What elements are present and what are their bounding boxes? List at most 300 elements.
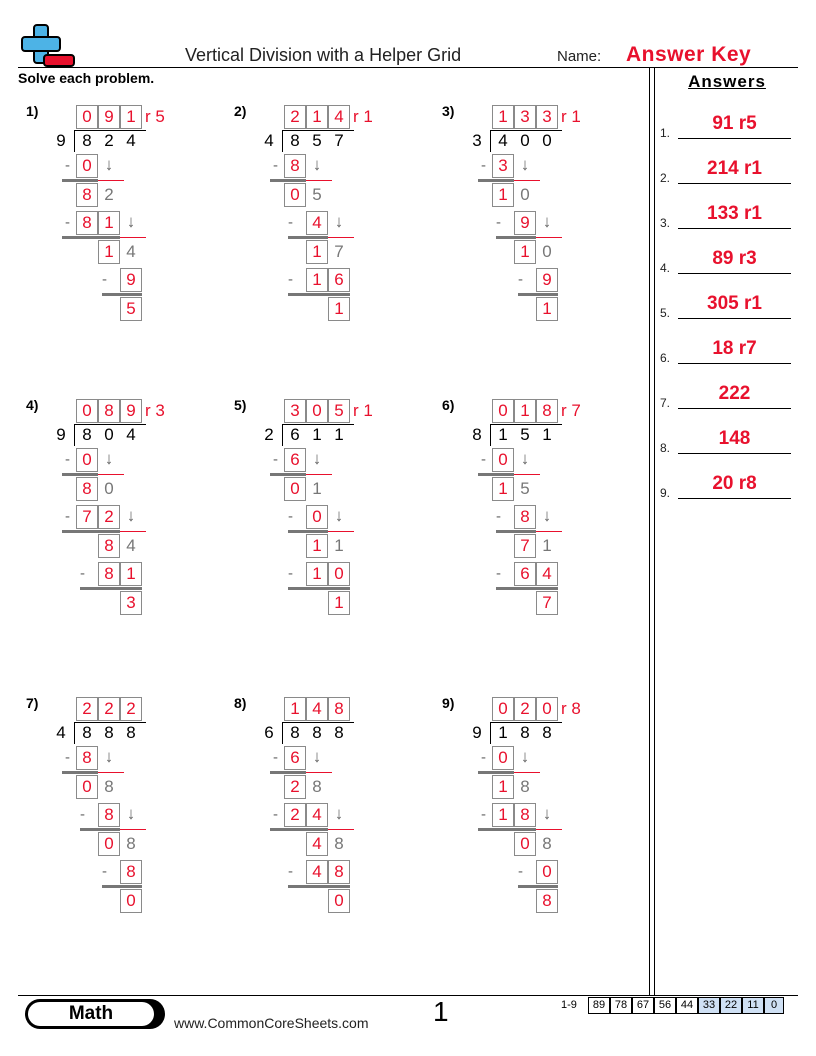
subtrahend-digit-cell[interactable]: 0: [76, 448, 98, 472]
subtrahend-digit-cell[interactable]: 8: [284, 154, 306, 178]
dividend-digit: 0: [520, 131, 530, 150]
subject-badge: [25, 999, 165, 1029]
bring-down-arrow-icon: ↓: [542, 506, 552, 525]
remainder-label: r 1: [353, 107, 373, 126]
quotient-digit-cell[interactable]: 1: [514, 399, 536, 423]
dividend-digit: 6: [290, 425, 300, 444]
subtrahend-digit-cell[interactable]: 6: [284, 448, 306, 472]
answer-value: 18 r7: [712, 338, 757, 359]
brought-down-digit: 4: [126, 536, 136, 555]
division-bracket-side: [74, 130, 75, 152]
subtraction-line: [478, 179, 514, 182]
bring-down-arrow-icon: ↓: [520, 747, 530, 766]
difference-digit-cell[interactable]: 0: [76, 775, 98, 799]
subtrahend-digit-cell[interactable]: 6: [514, 562, 536, 586]
bring-down-arrow-icon: ↓: [334, 804, 344, 823]
subtraction-line: [288, 587, 350, 590]
bring-down-arrow-icon: ↓: [334, 506, 344, 525]
dividend-digit: 4: [126, 131, 136, 150]
score-box: 0: [764, 997, 784, 1014]
answer-number: 6.: [660, 351, 671, 365]
subtrahend-digit-cell[interactable]: 8: [514, 803, 536, 827]
answer-value: 222: [718, 383, 751, 404]
remainder-label: r 8: [561, 699, 581, 718]
score-box: 89: [588, 997, 610, 1014]
bring-down-arrow-icon: ↓: [334, 212, 344, 231]
difference-digit-cell[interactable]: 0: [514, 832, 536, 856]
divisor: 6: [264, 723, 274, 742]
brought-down-digit: 1: [334, 536, 344, 555]
answer-number: 7.: [660, 396, 671, 410]
subtraction-line: [62, 530, 120, 533]
quotient-digit-cell[interactable]: 1: [492, 105, 514, 129]
dividend-digit: 7: [334, 131, 344, 150]
answer-number: 2.: [660, 171, 671, 185]
answer-number: 1.: [660, 126, 671, 140]
subtrahend-digit-cell[interactable]: 8: [76, 746, 98, 770]
quotient-digit-cell[interactable]: 1: [306, 105, 328, 129]
score-box: 56: [654, 997, 676, 1014]
subtraction-line: [478, 828, 536, 831]
difference-digit-cell[interactable]: 1: [306, 534, 328, 558]
subtrahend-digit-cell[interactable]: 0: [492, 746, 514, 770]
difference-digit-cell[interactable]: 0: [284, 477, 306, 501]
subtraction-line: [270, 771, 306, 774]
dividend-digit: 4: [498, 131, 508, 150]
website-link[interactable]: www.CommonCoreSheets.com: [174, 1015, 369, 1031]
dividend-digit: 8: [290, 723, 300, 742]
subtraction-line: [496, 236, 536, 239]
bring-down-guide-line: [98, 180, 124, 181]
name-label: Name:: [557, 48, 602, 65]
subtrahend-digit-cell[interactable]: 1: [98, 211, 120, 235]
top-divider: [18, 67, 798, 68]
remainder-label: r 1: [353, 401, 373, 420]
subtrahend-digit-cell[interactable]: 1: [306, 562, 328, 586]
bring-down-arrow-icon: ↓: [542, 212, 552, 231]
difference-digit-cell[interactable]: 0: [98, 832, 120, 856]
problem-number: 6): [442, 397, 455, 413]
division-bracket-side: [74, 424, 75, 446]
minus-sign: -: [65, 508, 70, 525]
bring-down-guide-line: [514, 772, 540, 773]
answer-number: 9.: [660, 486, 671, 500]
score-box: 22: [720, 997, 742, 1014]
subtrahend-digit-cell[interactable]: 7: [76, 505, 98, 529]
brought-down-digit: 7: [334, 242, 344, 261]
subtraction-line: [80, 587, 142, 590]
subtrahend-digit-cell[interactable]: 6: [284, 746, 306, 770]
bring-down-arrow-icon: ↓: [520, 155, 530, 174]
subtrahend-digit-cell[interactable]: 1: [492, 803, 514, 827]
answer-value: 214 r1: [707, 158, 762, 179]
subtrahend-digit-cell[interactable]: 8: [76, 211, 98, 235]
difference-digit-cell[interactable]: 3: [120, 591, 142, 615]
dividend-digit: 8: [82, 723, 92, 742]
answer-number: 4.: [660, 261, 671, 275]
answer-line: [678, 273, 791, 274]
answer-line: [678, 183, 791, 184]
subtrahend-digit-cell[interactable]: 8: [514, 505, 536, 529]
dividend-digit: 1: [542, 425, 552, 444]
minus-sign: -: [496, 565, 501, 582]
score-box: 67: [632, 997, 654, 1014]
dividend-digit: 1: [334, 425, 344, 444]
minus-sign: -: [273, 749, 278, 766]
difference-digit-cell[interactable]: 0: [284, 183, 306, 207]
subtrahend-digit-cell[interactable]: 3: [492, 154, 514, 178]
brought-down-digit: 2: [104, 185, 114, 204]
quotient-digit-cell[interactable]: 2: [76, 697, 98, 721]
difference-digit-cell[interactable]: 1: [306, 240, 328, 264]
answer-line: [678, 453, 791, 454]
difference-digit-cell[interactable]: 1: [492, 183, 514, 207]
minus-sign: -: [273, 806, 278, 823]
difference-digit-cell[interactable]: 7: [514, 534, 536, 558]
answer-number: 3.: [660, 216, 671, 230]
answer-value: 133 r1: [707, 203, 762, 224]
subtraction-line: [496, 587, 558, 590]
dividend-digit: 0: [542, 131, 552, 150]
bring-down-guide-line: [306, 180, 332, 181]
brought-down-digit: 5: [312, 185, 322, 204]
difference-digit-cell[interactable]: 1: [98, 240, 120, 264]
minus-sign: -: [288, 508, 293, 525]
minus-sign: -: [65, 214, 70, 231]
problem-number: 1): [26, 103, 39, 119]
bring-down-guide-line: [306, 772, 332, 773]
answer-line: [678, 498, 791, 499]
subtraction-line: [518, 293, 558, 296]
quotient-digit-cell[interactable]: 2: [120, 697, 142, 721]
subject-badge-label: Math: [28, 1002, 154, 1026]
quotient-digit-cell[interactable]: 2: [514, 697, 536, 721]
bring-down-guide-line: [536, 237, 562, 238]
subtrahend-digit-cell[interactable]: 4: [306, 860, 328, 884]
dividend-digit: 5: [520, 425, 530, 444]
bring-down-arrow-icon: ↓: [542, 804, 552, 823]
problem-number: 5): [234, 397, 247, 413]
dividend-digit: 8: [542, 723, 552, 742]
quotient-digit-cell[interactable]: 4: [328, 105, 350, 129]
subtraction-line: [270, 179, 306, 182]
subtraction-line: [270, 828, 328, 831]
difference-digit-cell[interactable]: 1: [492, 775, 514, 799]
remainder-label: r 3: [145, 401, 165, 420]
answer-value: 148: [718, 428, 751, 449]
score-box: 78: [610, 997, 632, 1014]
dividend-digit: 8: [290, 131, 300, 150]
minus-sign: -: [481, 451, 486, 468]
brought-down-digit: 8: [104, 777, 114, 796]
minus-sign: -: [273, 451, 278, 468]
difference-digit-cell[interactable]: 1: [514, 240, 536, 264]
page-number: 1: [433, 996, 449, 1027]
subtrahend-digit-cell[interactable]: 4: [306, 803, 328, 827]
answers-heading: Answers: [688, 72, 766, 91]
subtrahend-digit-cell[interactable]: 2: [98, 505, 120, 529]
answer-line: [678, 228, 791, 229]
answer-line: [678, 318, 791, 319]
bring-down-guide-line: [536, 829, 562, 830]
quotient-digit-cell[interactable]: 0: [76, 105, 98, 129]
bring-down-arrow-icon: ↓: [126, 804, 136, 823]
minus-sign: -: [288, 863, 293, 880]
dividend-digit: 8: [520, 723, 530, 742]
answer-column-divider-2: [654, 67, 655, 995]
minus-sign: -: [518, 271, 523, 288]
divisor: 2: [264, 425, 274, 444]
brought-down-digit: 8: [126, 834, 136, 853]
subtraction-line: [62, 179, 98, 182]
remainder-label: r 1: [561, 107, 581, 126]
divisor: 4: [56, 723, 66, 742]
quotient-digit-cell[interactable]: 3: [514, 105, 536, 129]
problem-number: 2): [234, 103, 247, 119]
subtraction-line: [102, 885, 142, 888]
subtraction-line: [62, 236, 120, 239]
bring-down-guide-line: [120, 531, 146, 532]
dividend-digit: 2: [104, 131, 114, 150]
dividend-digit: 1: [498, 425, 508, 444]
divisor: 9: [472, 723, 482, 742]
quotient-digit-cell[interactable]: 2: [284, 105, 306, 129]
dividend-digit: 8: [82, 131, 92, 150]
division-bracket-side: [282, 130, 283, 152]
dividend-digit: 8: [126, 723, 136, 742]
minus-sign: -: [481, 749, 486, 766]
minus-sign: -: [273, 157, 278, 174]
subtrahend-digit-cell[interactable]: 9: [514, 211, 536, 235]
difference-digit-cell[interactable]: 1: [492, 477, 514, 501]
divisor: 8: [472, 425, 482, 444]
score-box: 44: [676, 997, 698, 1014]
division-bracket-side: [490, 130, 491, 152]
bring-down-arrow-icon: ↓: [126, 506, 136, 525]
bring-down-arrow-icon: ↓: [520, 449, 530, 468]
quotient-digit-cell[interactable]: 8: [98, 399, 120, 423]
brought-down-digit: 5: [520, 479, 530, 498]
bring-down-guide-line: [120, 237, 146, 238]
subtraction-line: [102, 293, 142, 296]
minus-sign: -: [496, 214, 501, 231]
plus-minus-logo-icon: [20, 22, 78, 70]
subtraction-line: [270, 473, 306, 476]
division-bracket-side: [282, 722, 283, 744]
brought-down-digit: 8: [312, 777, 322, 796]
difference-digit-cell[interactable]: 8: [76, 183, 98, 207]
dividend-digit: 0: [104, 425, 114, 444]
difference-digit-cell[interactable]: 1: [536, 297, 558, 321]
quotient-digit-cell[interactable]: 9: [98, 105, 120, 129]
bottom-divider: [18, 995, 798, 996]
bring-down-guide-line: [536, 531, 562, 532]
subtraction-line: [80, 828, 120, 831]
subtrahend-digit-cell[interactable]: 0: [492, 448, 514, 472]
quotient-digit-cell[interactable]: 1: [120, 105, 142, 129]
dividend-digit: 8: [82, 425, 92, 444]
dividend-digit: 1: [312, 425, 322, 444]
subtrahend-digit-cell[interactable]: 0: [328, 562, 350, 586]
problem-number: 9): [442, 695, 455, 711]
quotient-digit-cell[interactable]: 0: [76, 399, 98, 423]
quotient-digit-cell[interactable]: 0: [536, 697, 558, 721]
bring-down-arrow-icon: ↓: [104, 747, 114, 766]
subtrahend-digit-cell[interactable]: 6: [328, 268, 350, 292]
subtraction-line: [478, 473, 514, 476]
bring-down-guide-line: [514, 180, 540, 181]
minus-sign: -: [481, 157, 486, 174]
subtrahend-digit-cell[interactable]: 4: [306, 211, 328, 235]
brought-down-digit: 1: [312, 479, 322, 498]
quotient-digit-cell[interactable]: 4: [306, 697, 328, 721]
bring-down-arrow-icon: ↓: [104, 155, 114, 174]
quotient-digit-cell[interactable]: 9: [120, 399, 142, 423]
bring-down-guide-line: [328, 531, 354, 532]
quotient-digit-cell[interactable]: 0: [492, 399, 514, 423]
subtraction-line: [288, 293, 350, 296]
minus-sign: -: [496, 508, 501, 525]
divisor: 4: [264, 131, 274, 150]
bring-down-arrow-icon: ↓: [126, 212, 136, 231]
quotient-digit-cell[interactable]: 8: [328, 697, 350, 721]
division-bracket-side: [490, 424, 491, 446]
subtraction-line: [288, 236, 328, 239]
minus-sign: -: [65, 157, 70, 174]
divisor: 9: [56, 131, 66, 150]
dividend-digit: 4: [126, 425, 136, 444]
division-bracket-side: [490, 722, 491, 744]
name-value: Answer Key: [626, 43, 752, 66]
divisor: 9: [56, 425, 66, 444]
score-box: 33: [698, 997, 720, 1014]
remainder-label: r 7: [561, 401, 581, 420]
dividend-digit: 8: [104, 723, 114, 742]
subtraction-line: [478, 771, 514, 774]
minus-sign: -: [481, 806, 486, 823]
division-bracket-side: [282, 424, 283, 446]
bring-down-guide-line: [98, 772, 124, 773]
difference-digit-cell[interactable]: 5: [120, 297, 142, 321]
minus-sign: -: [288, 214, 293, 231]
difference-digit-cell[interactable]: 1: [328, 591, 350, 615]
answer-line: [678, 363, 791, 364]
subtrahend-digit-cell[interactable]: 8: [120, 860, 142, 884]
difference-digit-cell[interactable]: 1: [328, 297, 350, 321]
bring-down-guide-line: [306, 474, 332, 475]
answer-column-divider: [649, 67, 650, 995]
brought-down-digit: 0: [104, 479, 114, 498]
bring-down-guide-line: [514, 474, 540, 475]
dividend-digit: 5: [312, 131, 322, 150]
minus-sign: -: [288, 565, 293, 582]
division-bracket-side: [74, 722, 75, 744]
difference-digit-cell[interactable]: 7: [536, 591, 558, 615]
difference-digit-cell[interactable]: 0: [120, 889, 142, 913]
minus-sign: -: [80, 806, 85, 823]
answer-number: 8.: [660, 441, 671, 455]
bring-down-guide-line: [98, 474, 124, 475]
answer-value: 89 r3: [712, 248, 757, 269]
divisor: 3: [472, 131, 482, 150]
difference-digit-cell[interactable]: 4: [306, 832, 328, 856]
worksheet-title: Vertical Division with a Helper Grid: [185, 45, 462, 65]
subtrahend-digit-cell[interactable]: 8: [98, 803, 120, 827]
answer-value: 91 r5: [712, 113, 757, 134]
bring-down-guide-line: [328, 829, 354, 830]
quotient-digit-cell[interactable]: 0: [306, 399, 328, 423]
quotient-digit-cell[interactable]: 0: [492, 697, 514, 721]
subtrahend-digit-cell[interactable]: 0: [76, 154, 98, 178]
subtrahend-digit-cell[interactable]: 8: [328, 860, 350, 884]
dividend-digit: 1: [498, 723, 508, 742]
subtrahend-digit-cell[interactable]: 1: [306, 268, 328, 292]
subtraction-line: [288, 885, 350, 888]
bring-down-arrow-icon: ↓: [312, 747, 322, 766]
brought-down-digit: 8: [520, 777, 530, 796]
bring-down-guide-line: [120, 829, 146, 830]
subtrahend-digit-cell[interactable]: 9: [536, 268, 558, 292]
subtrahend-digit-cell[interactable]: 2: [284, 803, 306, 827]
difference-digit-cell[interactable]: 0: [328, 889, 350, 913]
quotient-digit-cell[interactable]: 3: [284, 399, 306, 423]
difference-digit-cell[interactable]: 8: [76, 477, 98, 501]
bring-down-arrow-icon: ↓: [312, 449, 322, 468]
answer-line: [678, 138, 791, 139]
minus-sign: -: [518, 863, 523, 880]
quotient-digit-cell[interactable]: 1: [284, 697, 306, 721]
problem-number: 3): [442, 103, 455, 119]
minus-sign: -: [288, 271, 293, 288]
answer-line: [678, 408, 791, 409]
bring-down-arrow-icon: ↓: [312, 155, 322, 174]
problem-number: 7): [26, 695, 39, 711]
instructions: Solve each problem.: [18, 70, 155, 86]
quotient-digit-cell[interactable]: 5: [328, 399, 350, 423]
minus-sign: -: [102, 271, 107, 288]
quotient-digit-cell[interactable]: 3: [536, 105, 558, 129]
quotient-digit-cell[interactable]: 8: [536, 399, 558, 423]
brought-down-digit: 8: [334, 834, 344, 853]
subtrahend-digit-cell[interactable]: 0: [306, 505, 328, 529]
subtraction-line: [518, 885, 558, 888]
minus-sign: -: [65, 451, 70, 468]
brought-down-digit: 4: [126, 242, 136, 261]
brought-down-digit: 8: [542, 834, 552, 853]
score-range-label: 1-9: [561, 999, 577, 1011]
dividend-digit: 8: [334, 723, 344, 742]
quotient-digit-cell[interactable]: 2: [98, 697, 120, 721]
problem-number: 8): [234, 695, 247, 711]
difference-digit-cell[interactable]: 2: [284, 775, 306, 799]
subtrahend-digit-cell[interactable]: 4: [536, 562, 558, 586]
difference-digit-cell[interactable]: 8: [98, 534, 120, 558]
subtrahend-digit-cell[interactable]: 9: [120, 268, 142, 292]
brought-down-digit: 1: [542, 536, 552, 555]
minus-sign: -: [80, 565, 85, 582]
subtrahend-digit-cell[interactable]: 8: [98, 562, 120, 586]
difference-digit-cell[interactable]: 8: [536, 889, 558, 913]
subtrahend-digit-cell[interactable]: 0: [536, 860, 558, 884]
brought-down-digit: 0: [542, 242, 552, 261]
answer-value: 305 r1: [707, 293, 762, 314]
bring-down-arrow-icon: ↓: [104, 449, 114, 468]
remainder-label: r 5: [145, 107, 165, 126]
minus-sign: -: [102, 863, 107, 880]
subtraction-line: [62, 771, 98, 774]
subtrahend-digit-cell[interactable]: 1: [120, 562, 142, 586]
answer-number: 5.: [660, 306, 671, 320]
